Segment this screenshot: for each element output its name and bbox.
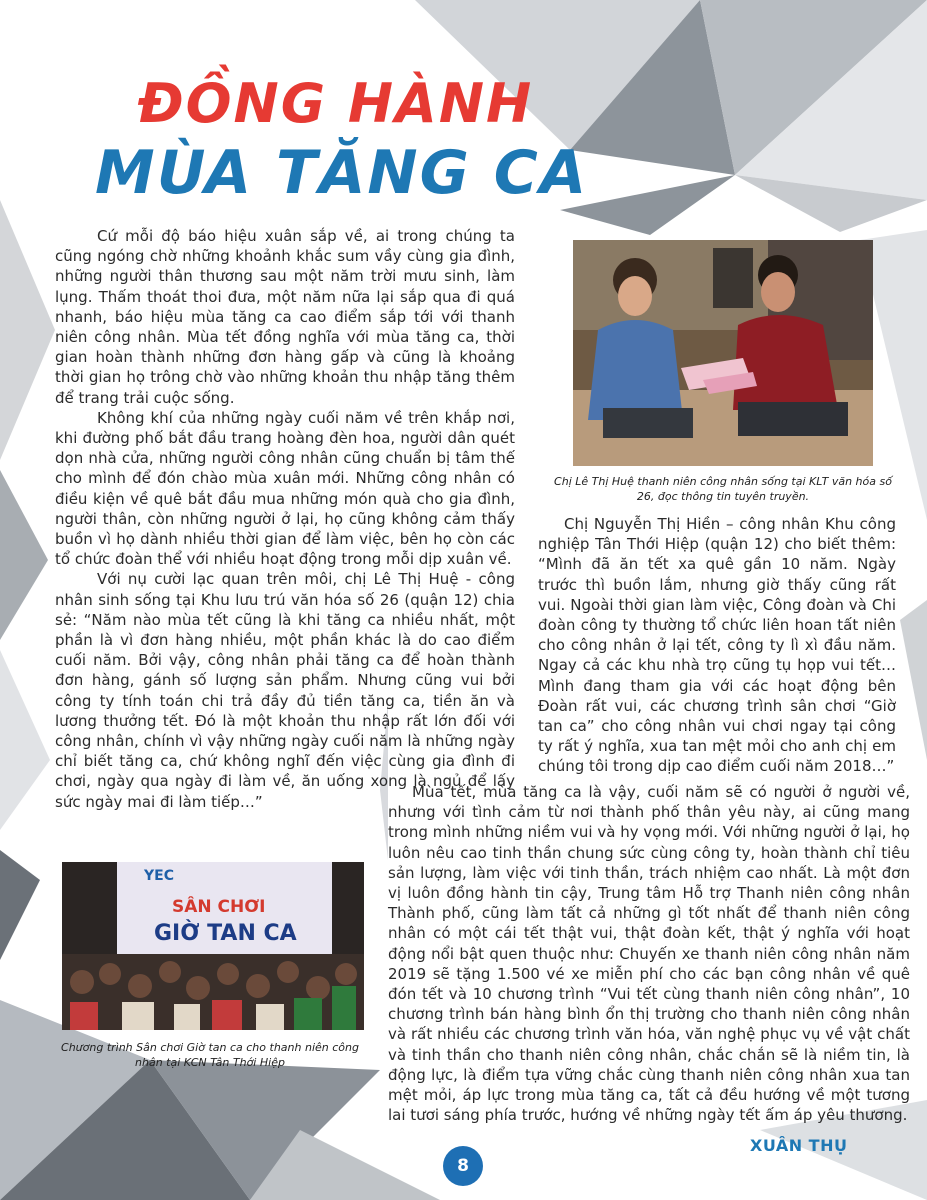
photo-event-banner	[62, 862, 364, 1030]
paragraph-intro: Cứ mỗi độ báo hiệu xuân sắp về, ai trong chúng ta cũng ngóng chờ những khoảnh khắc sum vầy cùng gia đình, những người thân thương sau một năm trời mưu sinh, làm lụng. Thấm thoát thoi đưa, một năm nữa lại sắp qua đi quá nhanh, báo hiệu mùa tăng ca cao điểm sắp tới với thanh niên công nhân. Mùa tết đồng nghĩa với mùa tăng ca, thời gian hoàn thành những đơn hàng gấp và cũng là khoảng thời gian họ trông chờ vào những khoản thu nhập tăng thêm để trang trải cuộc sống.	[55, 227, 515, 407]
author-byline: XUÂN THỤ	[750, 1136, 848, 1155]
photo-workers-reading	[573, 240, 873, 466]
title-line-1: ĐỒNG HÀNH	[138, 72, 534, 135]
banner-logo: YEC	[144, 868, 174, 884]
column-bottom	[388, 782, 910, 1125]
banner-line-1: SÂN CHƠI	[172, 897, 266, 917]
page-number-badge	[443, 1146, 483, 1186]
title-line-2: MÙA TĂNG CA	[95, 138, 589, 208]
banner-line-2: GIỜ TAN CA	[154, 921, 297, 946]
column-right	[538, 514, 896, 777]
photo2-caption: Chương trình Sân chơi Giờ tan ca cho thanh niên công nhân tại KCN Tân Thới Hiệp	[61, 1041, 359, 1069]
paragraph-quote-hue: Với nụ cười lạc quan trên môi, chị Lê Thị Huệ - công nhân sinh sống tại Khu lưu trú văn hóa số 26 (quận 12) chia sẻ: “Năm nào mùa tết cũng là khi tăng ca nhiều nhất, một phần là vì đơn hàng nhiều, một phần khác là do cao điểm cuối năm. Bởi vậy, công nhân phải tăng ca để hoàn thành đơn hàng, gánh số lượng sản phẩm. Nhưng cũng vui bởi công ty tính toán chi trả đầy đủ tiền tăng ca, tiền ăn và lương thưởng tết. Đó là một khoản thu nhập rất lớn đối với công nhân, chính vì vậy những ngày cuối năm là những ngày chỉ biết tăng ca, chứ không nghĩ đến việc cùng gia đình đi chơi, ngày qua ngày đi làm về, ăn uống xong là ngủ để lấy sức ngày mai đi làm tiếp…”	[55, 570, 515, 811]
paragraph-conclusion: Mùa tết, mùa tăng ca là vậy, cuối năm sẽ có người ở người về, nhưng với tình cảm từ nơi thành phố thân yêu này, ai cũng mang trong mình những niềm vui và hy vọng mới. Với những người ở lại, họ luôn nêu cao tinh thần chung sức cùng công ty, hoàn thành chỉ tiêu sản lượng, làm việc với tinh thần, trách nhiệm cao nhất. Là một đơn vị luôn đồng hành tin cậy, Trung tâm Hỗ trợ Thanh niên công nhân Thành phố, cũng làm tất cả những gì tốt nhất để thanh niên công nhân có một cái tết thật vui, thật đoàn kết, thật ý nghĩa với hoạt động nổi bật quen thuộc như: Chuyến xe thanh niên công nhân năm 2019 sẽ tặng 1.500 vé xe miễn phí cho các bạn công nhân về quê đón tết và 10 chương trình “Vui tết cùng thanh niên công nhân”, 10 chương trình bán hàng bình ổn thị trường cho thanh niên công nhân và rất nhiều các chương trình văn hóa, văn nghệ phục vụ về vật chất và tinh thần cho thanh niên công nhân, chắc chắn sẽ là niềm tin, là động lực, là điểm tựa vững chắc cùng thanh niên công nhân xua tan mệt mỏi, áp lực trong mùa tăng ca, tất cả đều hướng về một tương lai tươi sáng phía trước, hướng về những ngày tết ấm áp yêu thương.	[388, 783, 910, 1125]
photo1-caption: Chị Lê Thị Huệ thanh niên công nhân sống tại KLT văn hóa số 26, đọc thông tin tuyên truyền.	[554, 475, 892, 503]
paragraph-quote-hien: Chị Nguyễn Thị Hiền – công nhân Khu công nghiệp Tân Thới Hiệp (quận 12) cho biết thêm: “Mình đã ăn tết xa quê gần 10 năm. Ngày trước thì buồn lắm, nhưng giờ thấy cũng rất vui. Ngoài thời gian làm việc, Công đoàn và Chi đoàn công ty thường tổ chức liên hoan tất niên cho công nhân ở lại tết, công ty lì xì đầu năm. Ngay cả các khu nhà trọ cũng tụ họp vui tết… Mình đang tham gia với các hoạt động bên Đoàn rất vui, các chương trình sân chơi “Giờ tan ca” cho công nhân vui chơi ngay tại công ty rất ý nghĩa, xua tan mệt mỏi cho anh chị em chúng tôi trong dịp cao điểm cuối năm 2018…”	[538, 515, 896, 776]
paragraph-atmosphere: Không khí của những ngày cuối năm về trên khắp nơi, khi đường phố bắt đầu trang hoàng đèn hoa, người dân quét dọn nhà cửa, những người công nhân cũng chuẩn bị tâm thế cho mình để đón chào mùa xuân mới. Những công nhân có điều kiện về quê bắt đầu mua những món quà cho gia đình, người thân, còn những người ở lại, họ cũng không cảm thấy buồn vì họ dành nhiều thời gian để làm việc, bên họ còn các tổ chức đoàn thể với nhiều hoạt động trong mỗi dịp xuân về.	[55, 408, 515, 569]
page-number: 8	[457, 1156, 469, 1176]
column-left	[55, 226, 515, 812]
